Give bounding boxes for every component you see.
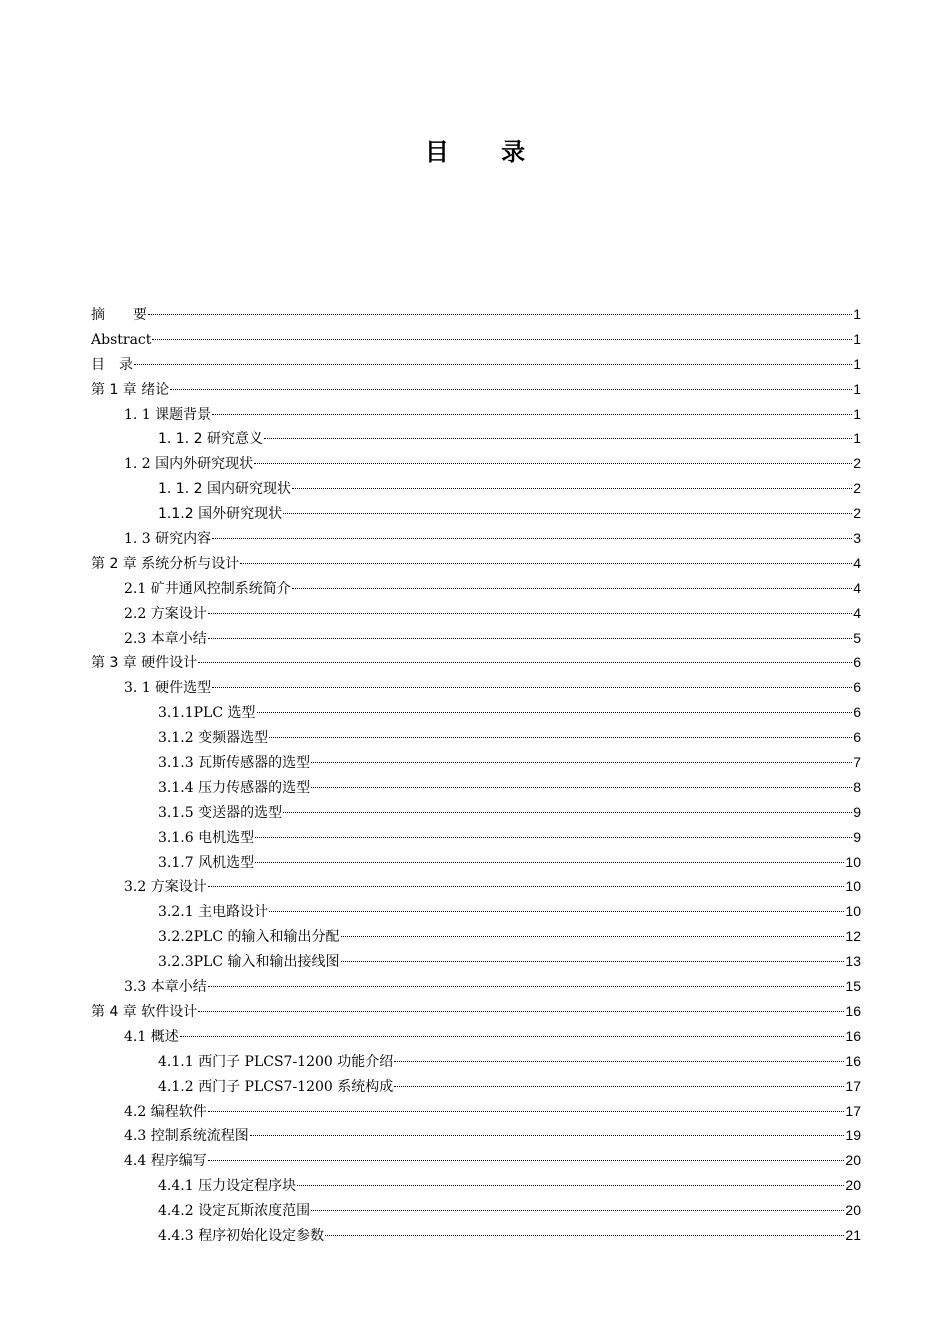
toc-entry-page: 9 [853, 828, 861, 845]
toc-entry[interactable] [91, 377, 861, 402]
toc-entry-label: 1. 1 课题背景 [124, 406, 212, 423]
toc-entry-label: 3.1.4 压力传感器的选型 [158, 779, 311, 796]
toc-entry-page: 6 [853, 729, 861, 746]
toc-entry[interactable] [91, 1024, 861, 1049]
toc-entry[interactable] [91, 700, 861, 725]
toc-entry-page: 10 [845, 903, 861, 920]
toc-entry[interactable] [91, 626, 861, 651]
toc-entry-page: 7 [853, 754, 861, 771]
toc-leader-dots [255, 862, 844, 863]
toc-entry-label: 1. 2 国内外研究现状 [124, 456, 254, 473]
toc-leader-dots [311, 1210, 844, 1211]
toc-entry-label: 3.2.1 主电路设计 [158, 904, 269, 921]
toc-entry-page: 5 [853, 629, 861, 646]
toc-entry-page: 1 [853, 306, 861, 322]
toc-leader-dots [254, 463, 852, 464]
toc-leader-dots [255, 837, 852, 838]
toc-leader-dots [212, 538, 852, 539]
toc-entry[interactable] [91, 526, 861, 551]
toc-entry-label: 3.2.3PLC 输入和输出接线图 [158, 954, 340, 971]
toc-leader-dots [269, 737, 852, 738]
toc-entry[interactable] [91, 1123, 861, 1148]
toc-entry[interactable] [91, 476, 861, 501]
toc-entry[interactable] [91, 302, 861, 327]
toc-entry[interactable] [91, 451, 861, 476]
toc-leader-dots [394, 1061, 844, 1062]
toc-entry-page: 1 [853, 330, 861, 347]
toc-entry-page: 17 [845, 1077, 861, 1094]
toc-leader-dots [264, 438, 852, 439]
toc-entry-page: 20 [845, 1177, 861, 1194]
toc-leader-dots [212, 414, 852, 415]
toc-entry-page: 10 [845, 878, 861, 895]
table-of-contents [91, 302, 861, 1248]
toc-entry-label: 第 2 章 系统分析与设计 [91, 555, 240, 572]
toc-entry-page: 4 [853, 604, 861, 621]
toc-entry[interactable] [91, 800, 861, 825]
toc-entry-label: 4.4.2 设定瓦斯浓度范围 [158, 1203, 311, 1220]
toc-entry[interactable] [91, 501, 861, 526]
toc-leader-dots [170, 389, 852, 390]
page-title: 目 录 [424, 138, 548, 166]
toc-entry[interactable] [91, 675, 861, 700]
toc-entry-page: 4 [853, 554, 861, 571]
toc-entry[interactable] [91, 402, 861, 427]
toc-leader-dots [283, 513, 852, 514]
toc-entry-label: 4.1 概述 [124, 1028, 179, 1045]
toc-entry-label: 3. 1 硬件选型 [124, 680, 212, 697]
toc-leader-dots [341, 961, 845, 962]
toc-leader-dots [208, 1111, 845, 1112]
toc-leader-dots [341, 936, 845, 937]
toc-entry[interactable] [91, 1223, 861, 1248]
toc-entry[interactable] [91, 924, 861, 949]
toc-entry[interactable] [91, 750, 861, 775]
toc-entry-label: 3.1.7 风机选型 [158, 854, 255, 871]
toc-entry-page: 6 [853, 679, 861, 696]
toc-entry-page: 21 [845, 1226, 861, 1243]
toc-entry[interactable] [91, 426, 861, 451]
toc-entry-label: 2.1 矿井通风控制系统简介 [124, 580, 291, 597]
toc-entry-page: 12 [845, 928, 861, 945]
toc-entry-label: Abstract [91, 331, 152, 348]
toc-entry-page: 4 [853, 579, 861, 596]
toc-entry[interactable] [91, 949, 861, 974]
toc-entry-page: 13 [845, 953, 861, 970]
toc-entry[interactable] [91, 601, 861, 626]
toc-entry-page: 16 [845, 1027, 861, 1044]
toc-entry-page: 16 [845, 1052, 861, 1069]
toc-leader-dots [198, 1011, 844, 1012]
toc-entry-page: 20 [845, 1152, 861, 1169]
toc-entry-label: 3.2.2PLC 的输入和输出分配 [158, 929, 340, 946]
toc-leader-dots [208, 1160, 845, 1161]
toc-entry-label: 3.1.1PLC 选型 [158, 705, 256, 722]
toc-entry-label: 第 1 章 绪论 [91, 381, 170, 398]
toc-entry[interactable] [91, 1198, 861, 1223]
toc-entry[interactable] [91, 725, 861, 750]
toc-leader-dots [269, 911, 844, 912]
toc-leader-dots [292, 488, 852, 489]
toc-entry-page: 1 [853, 405, 861, 422]
toc-leader-dots [292, 588, 852, 589]
toc-entry[interactable] [91, 650, 861, 675]
toc-entry-label: 1.1.2 国外研究现状 [158, 506, 283, 523]
toc-entry[interactable] [91, 1099, 861, 1124]
toc-entry[interactable] [91, 974, 861, 999]
toc-entry-label: 4.1.1 西门子 PLCS7-1200 功能介绍 [158, 1053, 394, 1070]
toc-entry-label: 4.4 程序编写 [124, 1153, 207, 1170]
toc-entry-page: 1 [853, 430, 861, 447]
toc-entry[interactable] [91, 1173, 861, 1198]
toc-leader-dots [180, 1036, 845, 1037]
toc-entry-label: 3.2 方案设计 [124, 879, 207, 896]
toc-entry[interactable] [91, 1049, 861, 1074]
toc-entry[interactable] [91, 352, 861, 377]
toc-leader-dots [198, 662, 852, 663]
toc-leader-dots [208, 638, 852, 639]
toc-entry-label: 1. 1. 2 国内研究现状 [158, 481, 291, 498]
toc-entry-label: 3.1.3 瓦斯传感器的选型 [158, 755, 311, 772]
toc-leader-dots [311, 762, 852, 763]
toc-leader-dots [240, 563, 852, 564]
toc-leader-dots [297, 1185, 844, 1186]
toc-entry-page: 10 [845, 853, 861, 870]
toc-entry-label: 第 3 章 硬件设计 [91, 655, 198, 672]
toc-entry-page: 6 [853, 654, 861, 671]
toc-entry-page: 9 [853, 803, 861, 820]
toc-entry[interactable] [91, 775, 861, 800]
toc-entry[interactable] [91, 874, 861, 899]
toc-entry[interactable] [91, 551, 861, 576]
toc-leader-dots [152, 339, 852, 340]
toc-entry-page: 19 [845, 1127, 861, 1144]
toc-leader-dots [148, 314, 852, 315]
toc-leader-dots [134, 364, 852, 365]
toc-entry-label: 4.4.3 程序初始化设定参数 [158, 1227, 325, 1244]
toc-entry-page: 2 [853, 505, 861, 522]
toc-entry-page: 3 [853, 530, 861, 547]
toc-entry-label: 4.2 编程软件 [124, 1103, 207, 1120]
toc-entry-page: 17 [845, 1102, 861, 1119]
toc-entry[interactable] [91, 576, 861, 601]
toc-entry-page: 6 [853, 704, 861, 721]
toc-entry-page: 15 [845, 978, 861, 995]
toc-entry-label: 第 4 章 软件设计 [91, 1003, 198, 1020]
toc-entry-page: 20 [845, 1202, 861, 1219]
toc-leader-dots [257, 712, 853, 713]
toc-leader-dots [394, 1086, 844, 1087]
toc-entry-page: 2 [853, 455, 861, 472]
toc-entry[interactable] [91, 1148, 861, 1173]
toc-entry-label: 3.1.2 变频器选型 [158, 730, 269, 747]
toc-entry[interactable] [91, 899, 861, 924]
toc-leader-dots [208, 613, 852, 614]
toc-entry-label: 摘 要 [91, 307, 147, 323]
toc-entry-page: 2 [853, 480, 861, 497]
toc-entry-page: 1 [853, 355, 861, 372]
toc-entry-page: 16 [845, 1002, 861, 1019]
toc-entry[interactable] [91, 999, 861, 1024]
toc-entry[interactable] [91, 327, 861, 352]
toc-entry-label: 1. 3 研究内容 [124, 531, 212, 548]
toc-entry-label: 目 录 [91, 356, 133, 373]
toc-leader-dots [208, 986, 845, 987]
toc-entry-label: 1. 1. 2 研究意义 [158, 431, 263, 448]
toc-entry-label: 3.1.6 电机选型 [158, 829, 255, 846]
toc-entry-label: 3.3 本章小结 [124, 979, 207, 996]
toc-entry-label: 2.2 方案设计 [124, 605, 207, 622]
toc-entry-page: 1 [853, 380, 861, 397]
toc-leader-dots [212, 687, 852, 688]
toc-entry[interactable] [91, 1074, 861, 1099]
toc-entry-page: 8 [853, 778, 861, 795]
toc-leader-dots [325, 1235, 844, 1236]
toc-leader-dots [311, 787, 852, 788]
toc-leader-dots [250, 1135, 845, 1136]
toc-entry[interactable] [91, 850, 861, 875]
toc-entry-label: 4.3 控制系统流程图 [124, 1128, 249, 1145]
toc-leader-dots [283, 812, 852, 813]
toc-entry-label: 4.4.1 压力设定程序块 [158, 1178, 297, 1195]
toc-entry-label: 2.3 本章小结 [124, 630, 207, 647]
toc-entry-label: 4.1.2 西门子 PLCS7-1200 系统构成 [158, 1078, 394, 1095]
toc-leader-dots [208, 886, 845, 887]
toc-entry-label: 3.1.5 变送器的选型 [158, 804, 283, 821]
toc-entry[interactable] [91, 825, 861, 850]
